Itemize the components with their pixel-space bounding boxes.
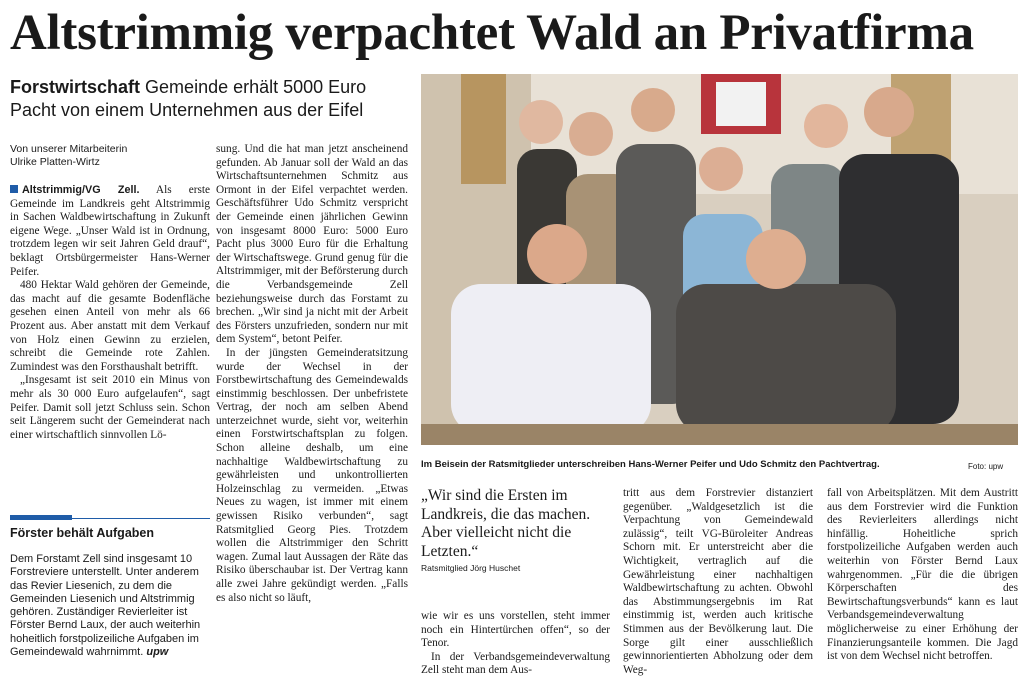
kicker [10, 76, 410, 122]
column-1-paragraph: 480 Hektar Wald gehören der Gemeinde, das macht auf die gesamte Bodenfläche gesehen einen Anteil von mehr als 66 Prozent aus. Aber anstatt mit dem Verkauf von Holz einen Gewinn zu erzielen, schreibt die Gemeinde rote Zahlen. Zumindest was den Forsthaushalt betrifft. [10, 279, 210, 373]
column-1-paragraph [10, 184, 210, 279]
column-4 [623, 487, 813, 677]
byline [10, 143, 210, 169]
dateline: Altstrimmig/VG Zell. [22, 184, 140, 196]
article-photo [421, 74, 1018, 445]
column-3-paragraph: wie wir es uns vorstellen, steht immer noch ein Hintertürchen offen“, so der Tenor. [421, 610, 610, 650]
column-3 [421, 610, 610, 678]
paragraph-text: Als erste Gemeinde im Landkreis geht Altstrimmig in Sachen Waldbewirtschaftung in Zukunft eigene Wege. „Unser Wald ist in Ordnung, trotzdem legen wir seit Jahren Geld drauf“, beklagt Ortsbürgermeister Hans-Werner Peifer. [10, 184, 211, 278]
box-divider [10, 518, 210, 519]
column-2 [216, 143, 408, 605]
box-text [10, 553, 210, 659]
column-3-paragraph: In der Verbandsgemeindeverwaltung Zell steht man dem Aus- [421, 650, 610, 677]
headline: Altstrimmig verpachtet Wald an Privatfirma [10, 5, 974, 61]
byline-line1: Von unserer Mitarbeiterin [10, 143, 128, 155]
column-2-paragraph: sung. Und die hat man jetzt anscheinend gefunden. Ab Januar soll der Wald an das Wirtschaftsunternehmen Schmitz aus Ormont in der Eifel verpachtet werden. Geschäftsführer Udo Schmitz verspricht der Gemeinde einen jährlichen Gewinn von insgesamt 8000 Euro: 5000 Euro Pacht plus 3000 Euro für die Erhaltung der Wirtschaftswege. Grund genug für die Altstrimmiger, mit der Beförsterung durch die Verbandsgemeinde Zell beziehungsweise durch das Forstamt zu brechen. „Wir sind ja nicht mit der Arbeit des Försters unzufrieden, sondern nur mit dem System“, betont Peifer. [216, 143, 408, 346]
photo-credit: Foto: upw [968, 462, 1004, 471]
kicker-label: Forstwirtschaft [10, 77, 141, 97]
pull-quote-source: Ratsmitglied Jörg Huschet [421, 563, 521, 573]
bullet-marker [10, 185, 18, 193]
column-5 [827, 487, 1018, 664]
box-body: Dem Forstamt Zell sind insgesamt 10 Forstreviere unterstellt. Unter anderem das Revier Liesenich, zu dem die Gemeinden Liesenich und Altstrimmig gehören. Zuständiger Revierleiter ist Förster Bernd Laux, der auch weiterhin hoheitlich forstpolizeiliche Aufgaben im Gemeindewald wahrnimmt. [10, 553, 201, 659]
column-1 [10, 184, 210, 442]
column-5-paragraph: fall von Arbeitsplätzen. Mit dem Austritt aus dem Forstrevier wird die Funktion des Revierleiters allerdings nicht hinfällig. Hoheitliche sprich forstpolizeiliche Aufgaben werden auch weiterhin von Förster Bernd Laux wahrgenommen. „Für die die übrigen Körperschaften des Bewirtschaftungsverbunds“ kann es laut Verbandsgemeindeverwaltung möglicherweise zu einer Erhöhung der Finanzierungsanteile kommen. Die Jagd ist von dem Wechsel nicht betroffen. [827, 487, 1018, 663]
photo-caption: Im Beisein der Ratsmitglieder unterschreiben Hans-Werner Peifer und Udo Schmitz den Pachtvertrag. [421, 459, 880, 470]
kicker-text: Gemeinde erhält 5000 Euro Pacht von einem Unternehmen aus der Eifel [10, 77, 367, 120]
column-4-paragraph: tritt aus dem Forstrevier distanziert gegenüber. „Waldgesetzlich ist die Verpachtung von Gemeindewald zulässig“, teilt VG-Büroleiter Andreas Schorn mit. Er unterstreicht aber die Wichtigkeit, vertraglich auf die Gewährleistung einer nachhaltigen Waldbewirtschaftung zu achten. Obwohl das Abstimmungsergebnis im Rat einstimmig ist, werden auch kritische Stimmen aus der Bevölkerung laut. Die Sorge gilt einer ausschließlich gewinnorientierten Abholzung oder dem Weg- [623, 487, 813, 676]
column-2-paragraph: In der jüngsten Gemeinderatsitzung wurde der Wechsel in der Forstbewirtschaftung des Gemeindewalds einstimmig beschlossen. Der unbefristete Vertrag, der noch am selben Abend unterzeichnet wurde, sieht vor, weiterhin einen Forstwirtschaftsplan zu folgen. Schon alleine deshalb, um eine nachhaltige Waldbewirtschaftung zu gewährleisten und unkontrollierten Holzeinschlag zu vermeiden. „Etwas Neues zu wagen, ist immer mit einem gewissen Risiko verbunden“, sagt Ratsmitglied Georg Pies. Trotzdem wollen die Altstrimmiger den Schritt wagen. Zumal laut Aussagen der Räte das Risiko überschaubar ist. Der Vertrag kann alle zwei Jahre gekündigt werden. „Falls es also nicht so läuft, [216, 346, 408, 604]
column-1-paragraph: „Insgesamt ist seit 2010 ein Minus von mehr als 30 000 Euro aufgelaufen“, sagt Peifer. Damit soll jetzt Schluss sein. Schon seit Längerem sucht der Gemeinderat nach einer wirtschaftlich sinnvollen Lö- [10, 374, 210, 441]
photo-illustration [421, 74, 1018, 445]
byline-author: Ulrike Platten-Wirtz [10, 156, 100, 168]
pull-quote: „Wir sind die Ersten im Landkreis, die das machen. Aber vielleicht nicht die Letzten.“ [421, 487, 591, 560]
box-author: upw [146, 646, 169, 659]
box-heading: Förster behält Aufgaben [10, 526, 154, 540]
